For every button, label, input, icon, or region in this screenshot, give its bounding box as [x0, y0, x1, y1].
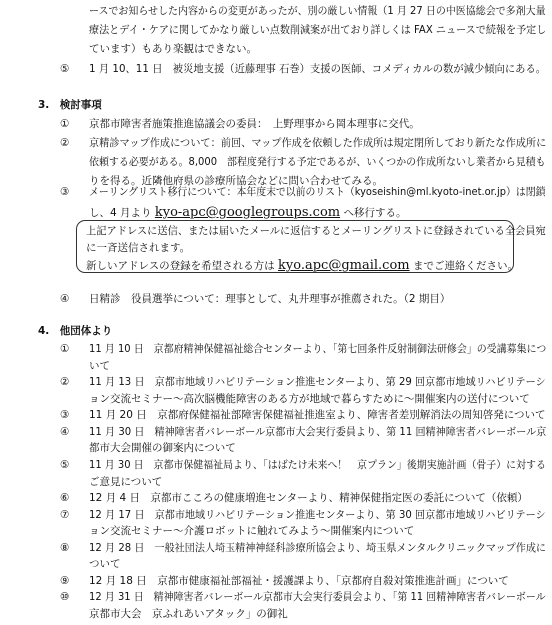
text-line: ています）もあり楽観はできない。	[89, 43, 257, 55]
item-number: ②	[60, 376, 70, 389]
item-number: ⑥	[60, 492, 70, 505]
item-number: ⑦	[60, 508, 70, 521]
list-item: 11 月 20 日 京都府保健福祉部障害保健福祉推進室より、障害者差別解消法の周知啓発について	[89, 409, 546, 422]
text-line: ースでお知らせした内容からの変更があったが、別の厳しい情報（1 月 27 日の中医協総会で多剤大量	[89, 5, 546, 17]
list-item: 京都市障害者施策推進協議会の委員： 上野理事から岡本理事に交代。	[89, 118, 420, 130]
item-number: ③	[60, 409, 70, 422]
item-number: ⑨	[60, 574, 70, 587]
list-item: 1 月 10、11 日 被災地支援（近藤理事 石巻）支援の医師、コメディカルの数が減少傾向にある。	[89, 63, 547, 75]
item-number: ④	[60, 425, 70, 438]
list-item: 11 月 30 日 京都市保健福祉局より、「はばたけ未来へ！ 京プラン」後期実施計画（骨子）に対する	[89, 458, 546, 471]
text-line: ョン交流セミナー～介護ロボットに触れてみよう～開催案内について	[89, 525, 415, 538]
list-item: 11 月 10 日 京都府精神保健福祉総合センターより、「第七回条件反射制御法研修会」の受講募集につ	[89, 343, 547, 355]
text-line: 療法とデイ・ケアに関してかなり厳しい点数削減案が出ており詳しくは FAX ニュースで続報を予定し	[89, 24, 547, 36]
list-item: メーリングリスト移行について：本年度末で以前のリスト（kyoseishin@ml.kyoto-inet.or.jp）は閉鎖	[89, 186, 546, 198]
list-item: 12 月 31 日 精神障害者バレーボール京都市大会実行委員会より、「第 11 回精神障害者バレーボール	[89, 591, 546, 604]
text-line: りを得る。近隣他府県の診療所協会などに問い合わせてみる。	[89, 175, 383, 187]
item-number: ⑧	[60, 541, 70, 554]
text-span: へ移行する。	[340, 207, 407, 219]
list-item: 12 月 4 日 京都市こころの健康増進センターより、精神保健指定医の委託について（依頼）	[89, 492, 528, 505]
contact-email-address: kyo.apc@gmail.com	[278, 258, 410, 273]
list-item: 12 月 18 日 京都市健康福祉部福祉・援護課より、「京都府自殺対策推進計画」について	[89, 574, 509, 587]
item-number: ①	[60, 343, 70, 355]
item-number: ⑤	[60, 63, 70, 75]
section-heading: 3. 検討事項	[38, 99, 102, 111]
text-span: までご連絡ください。	[409, 260, 518, 272]
item-number: ②	[60, 137, 70, 149]
text-line: ついて	[89, 558, 121, 571]
list-item: 日精診 役員選挙について：理事として、丸井理事が推薦された。（2 期目）	[89, 293, 451, 305]
list-item: 11 月 30 日 精神障害者バレーボール京都市大会実行委員より、第 11 回精神障害者バレーボール京	[89, 425, 547, 438]
item-number: ⑤	[60, 458, 70, 471]
list-item: 京精診マップ作成について：前回、マップ作成を依頼した作成所は規定閉所しており新たな作成所に	[89, 137, 547, 149]
text-line: いて	[89, 359, 110, 372]
text-line: 京都市大会 京ふれあいアタック」の御礼	[89, 608, 288, 620]
list-item: 12 月 17 日 京都市地域リハビリテーション推進センターより、第 30 回京都市地域リハビリテーシ	[89, 508, 546, 521]
item-number: ③	[60, 186, 70, 198]
text-span: し、4 月より	[89, 207, 155, 219]
text-line: 依頼する必要がある。8,000 部程度発行する予定であるが、いくつかの作成所ないし業者から見積も	[89, 156, 546, 168]
notice-line	[86, 256, 518, 276]
item-number: ⑩	[60, 591, 70, 604]
text-line: ご意見について	[89, 475, 163, 488]
mailing-list-address: kyo-apc@googlegroups.com	[154, 205, 341, 220]
list-item: 11 月 13 日 京都市地域リハビリテーション推進センターより、第 29 回京都市地域リハビリテーシ	[89, 376, 546, 389]
list-item: 12 月 28 日 一般社団法人埼玉精神神経科診療所協会より、埼玉県メンタルクリニックマップ作成に	[89, 541, 547, 554]
text-line: ョン交流セミナー～高次脳機能障害のある方が地域で暮らすために～開催案内の送付について	[89, 392, 530, 405]
text-line: 都市大会開催の御案内について	[89, 442, 236, 455]
text-span: 新しいアドレスの登録を希望される方は	[86, 260, 279, 272]
notice-line: に一斉送信されます。	[86, 242, 191, 254]
section-heading: 4. 他団体より	[38, 325, 113, 337]
item-number: ①	[60, 118, 70, 130]
notice-line: 上記アドレスに送信、または届いたメールに返信するとメーリングリストに登録されている全会員宛	[86, 225, 546, 237]
item-number: ④	[60, 293, 70, 305]
